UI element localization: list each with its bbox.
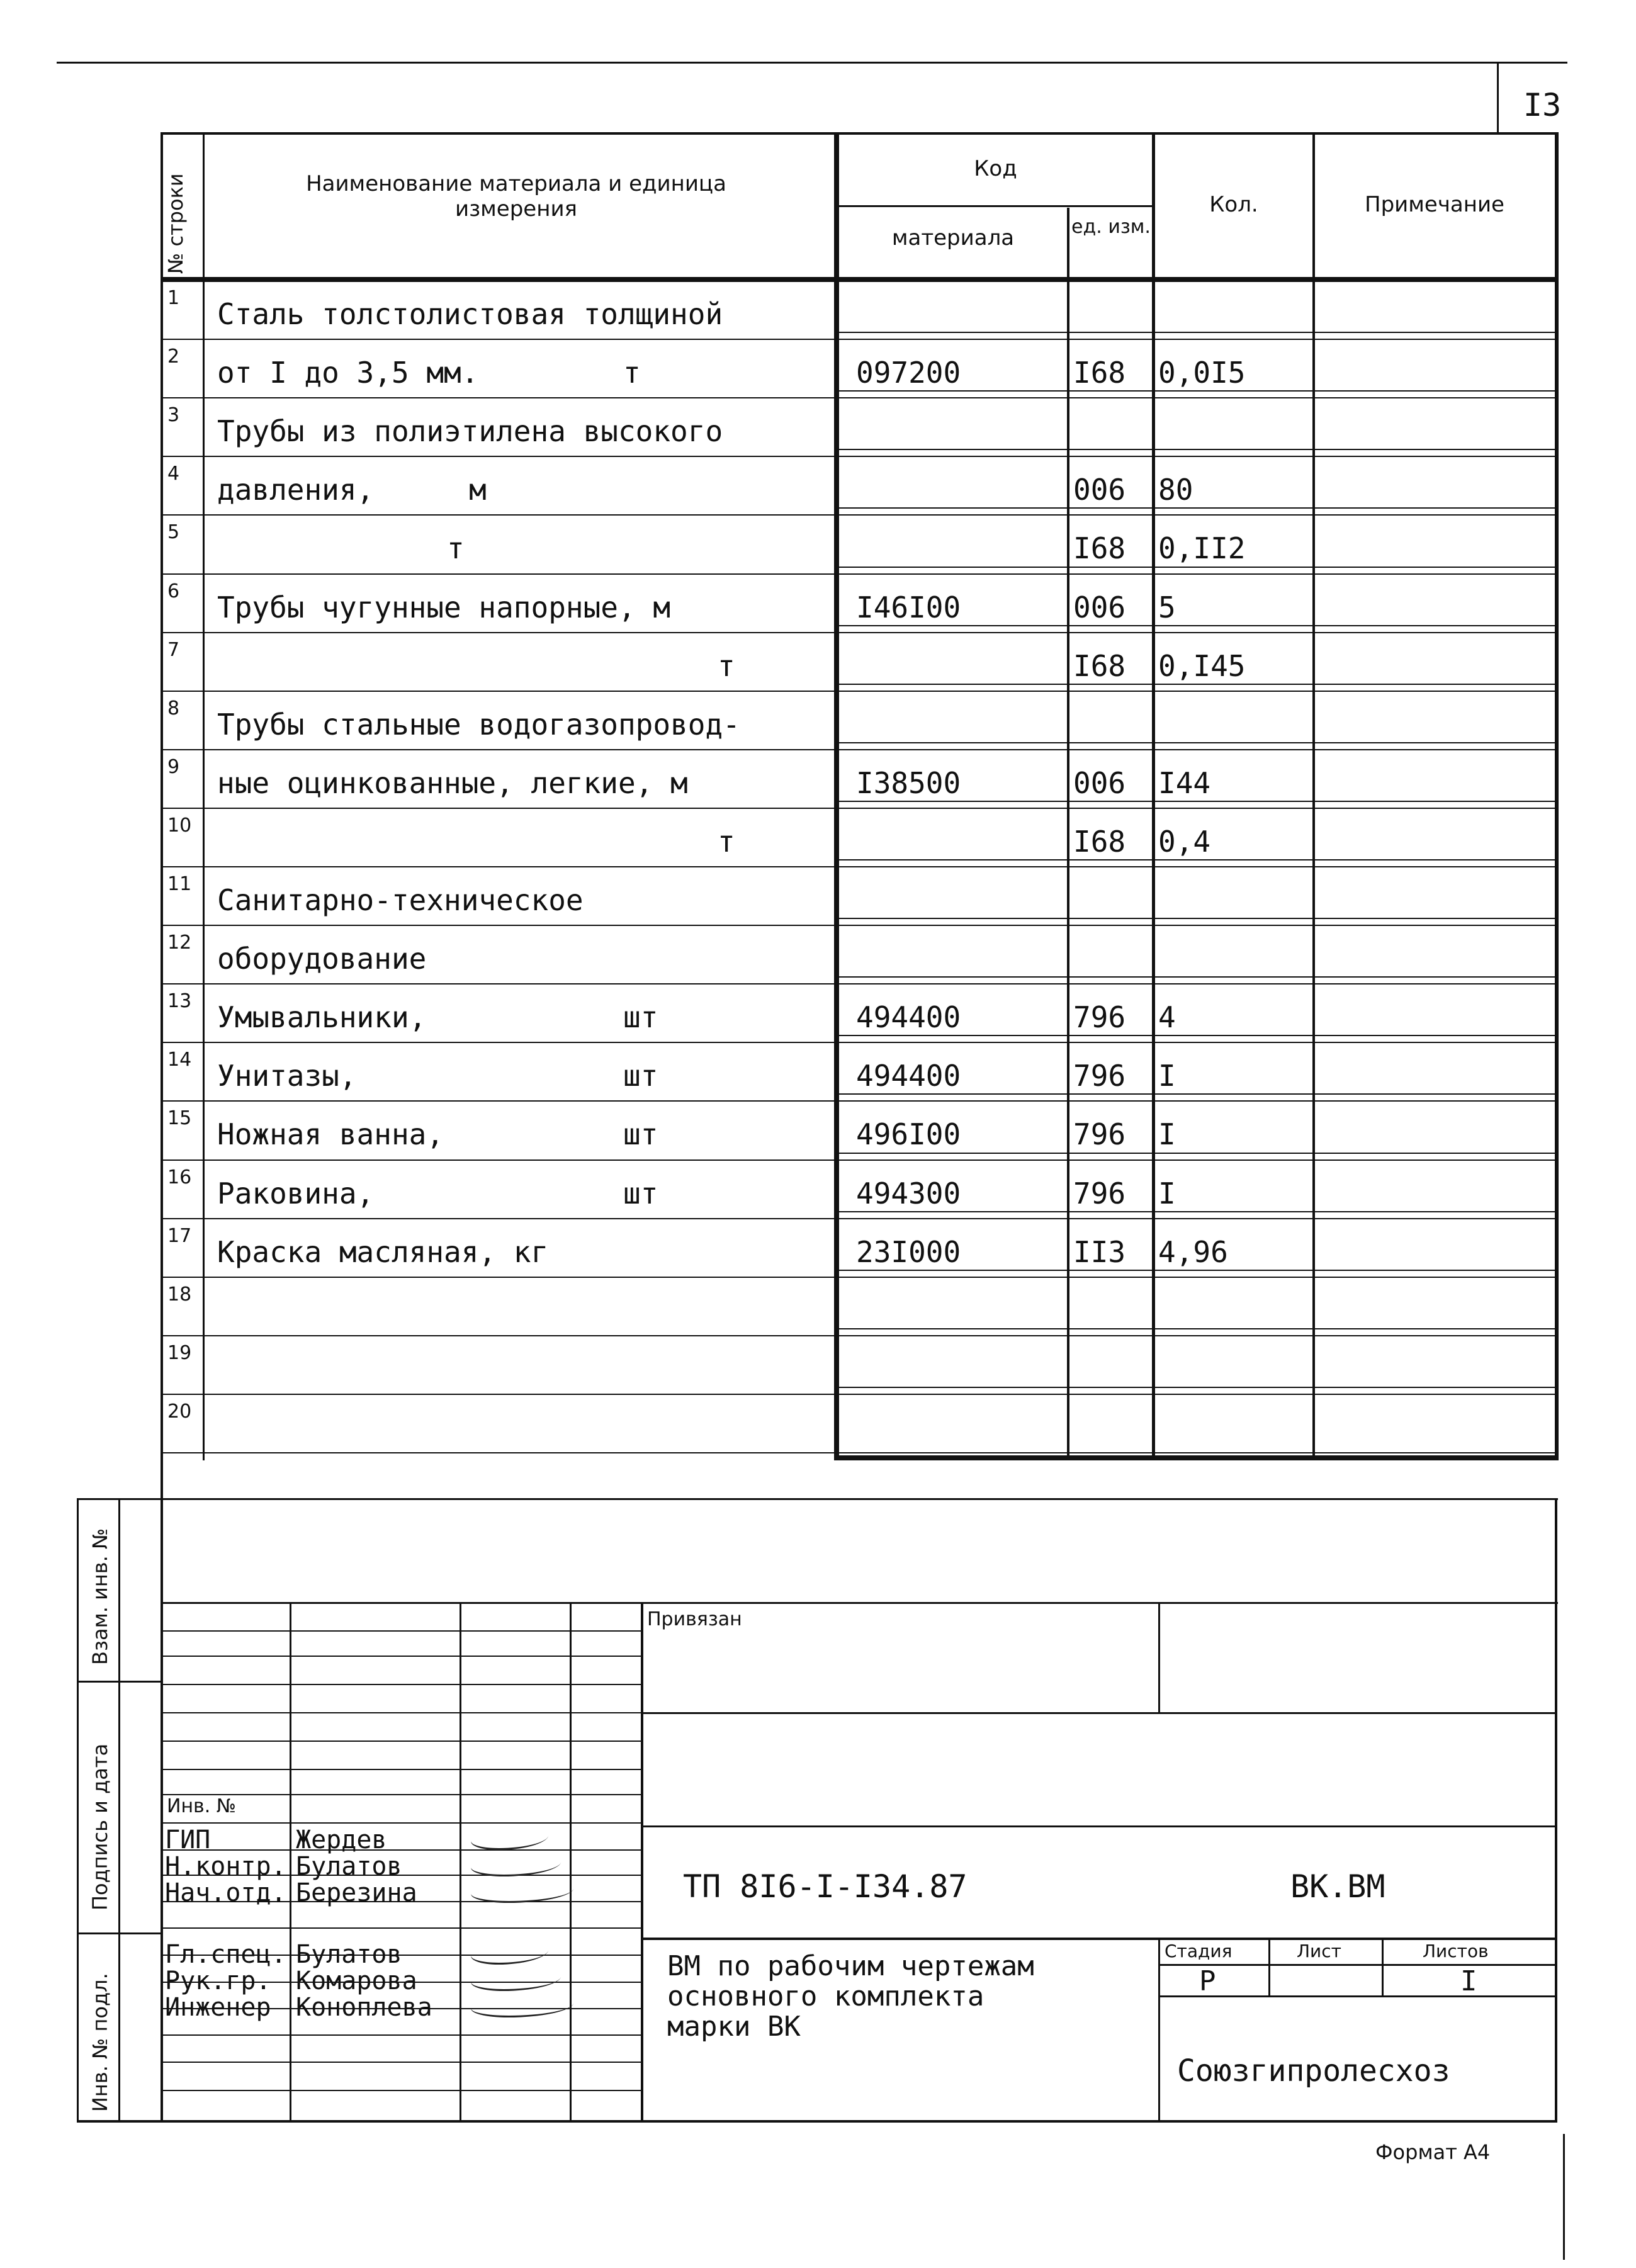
stamp-left-row-line — [161, 1740, 642, 1742]
stamp-col-4 — [641, 1602, 643, 2121]
signer-role: Нач.отд. — [165, 1878, 286, 1907]
stamp-left-row-line — [161, 1684, 642, 1685]
row-divider — [161, 925, 1558, 926]
row-unit: 796 — [1073, 1176, 1126, 1210]
row-divider-double — [834, 1093, 1558, 1095]
row-number: 20 — [167, 1400, 192, 1423]
stamp-stage-divider — [1158, 1939, 1160, 2121]
row-unit: 006 — [1073, 590, 1126, 624]
sheet-number-divider — [1497, 62, 1499, 132]
row-name: Умывальники, — [217, 1000, 427, 1035]
code-sub-divider — [834, 205, 1154, 207]
row-number: 8 — [167, 697, 180, 719]
side-inner-border — [118, 1498, 120, 2121]
stamp-row-code-bottom — [641, 1938, 1557, 1940]
signature-mark — [468, 1994, 577, 2017]
row-number: 18 — [167, 1283, 192, 1306]
row-code: 494400 — [856, 1000, 961, 1035]
row-divider — [161, 1042, 1558, 1043]
row-number: 17 — [167, 1224, 192, 1247]
row-divider-double — [834, 1387, 1558, 1388]
row-number: 9 — [167, 755, 180, 778]
row-qty: 80 — [1158, 473, 1193, 507]
stamp-stage-label-line — [1158, 1964, 1557, 1966]
row-divider-double — [834, 625, 1558, 626]
stamp-stage-value-line — [1158, 1995, 1557, 1997]
row-divider-double — [834, 684, 1558, 685]
row-qty: 0,4 — [1158, 824, 1211, 859]
signer-name: Комарова — [296, 1966, 417, 1995]
signer-role: ГИП — [165, 1825, 211, 1854]
row-divider-double — [834, 976, 1558, 978]
stamp-left-row-line — [161, 1822, 642, 1824]
stamp-bottom-border — [77, 2120, 1557, 2123]
format-label: Формат А4 — [1375, 2140, 1491, 2164]
row-unit: I68 — [1073, 824, 1126, 859]
signature-mark — [468, 1880, 577, 1903]
row-qty: 0,II2 — [1158, 531, 1246, 566]
doc-mark: ВК.ВМ — [1290, 1868, 1385, 1905]
table-left-border — [161, 132, 163, 1498]
row-divider-double — [834, 859, 1558, 860]
header-row-no: № строки — [164, 173, 188, 274]
row-divider — [161, 456, 1558, 457]
row-number: 11 — [167, 873, 192, 895]
row-divider-double — [834, 332, 1558, 333]
rownum-divider — [203, 132, 205, 1460]
doc-title — [667, 1951, 1034, 2042]
stamp-left-row-line — [161, 1769, 642, 1770]
row-name: давления, — [217, 473, 375, 507]
signer-role: Инженер — [165, 1993, 271, 2022]
row-code: I38500 — [856, 765, 961, 800]
sheets-label: Листов — [1423, 1941, 1489, 1961]
sheet-label: Лист — [1297, 1941, 1341, 1961]
stamp-left-row-line — [161, 1630, 642, 1632]
doc-title-line-3: марки ВК — [667, 2011, 801, 2043]
side-label-inv: Инв. № подл. — [88, 1973, 112, 2112]
header-code-unit: ед. изм. — [1071, 216, 1151, 238]
side-label-vzam: Взам. инв. № — [88, 1528, 112, 1665]
row-divider — [161, 691, 1558, 692]
stamp-col-2 — [460, 1602, 461, 2121]
row-qty: 4,96 — [1158, 1234, 1228, 1269]
row-unit: 796 — [1073, 1117, 1126, 1152]
row-number: 14 — [167, 1049, 192, 1071]
row-divider — [161, 1335, 1558, 1336]
row-unit-word: т — [447, 531, 465, 566]
doc-title-line-1: ВМ по рабочим чертежам — [667, 1950, 1034, 1982]
row-unit-word: шт — [623, 1117, 658, 1152]
row-unit: 006 — [1073, 473, 1126, 507]
row-number: 3 — [167, 404, 180, 427]
row-divider-double — [834, 1211, 1558, 1212]
privyazan-label: Привязан — [647, 1608, 742, 1630]
header-name: Наименование материала и единица измерения — [306, 171, 726, 222]
header-qty: Кол. — [1209, 192, 1258, 217]
stamp-left-row-line — [161, 2062, 642, 2063]
side-divider-1 — [77, 1681, 162, 1683]
row-divider — [161, 1277, 1558, 1278]
row-divider — [161, 1100, 1558, 1102]
row-code: 494400 — [856, 1059, 961, 1093]
row-unit: I68 — [1073, 648, 1126, 683]
signer-role: Гл.спец. — [165, 1940, 286, 1969]
header-code-material: материала — [891, 225, 1015, 251]
row-divider-double — [834, 742, 1558, 743]
row-divider — [161, 1394, 1558, 1395]
row-name: Раковина, — [217, 1176, 375, 1210]
signature-mark — [468, 1968, 564, 1991]
row-divider — [161, 514, 1558, 516]
stamp-right-border — [1555, 1498, 1557, 2121]
row-code: 097200 — [856, 356, 961, 390]
table-top-border — [161, 132, 1558, 135]
row-divider — [161, 749, 1558, 750]
row-code: 494300 — [856, 1176, 961, 1210]
row-divider — [161, 1452, 1558, 1453]
row-divider — [161, 632, 1558, 633]
row-qty: 0,I45 — [1158, 648, 1246, 683]
row-qty: 4 — [1158, 1000, 1176, 1035]
header-note: Примечание — [1365, 192, 1504, 217]
signer-name: Булатов — [296, 1852, 402, 1881]
stamp-left-row-line — [161, 1849, 642, 1851]
row-qty: 0,0I5 — [1158, 356, 1246, 390]
row-unit-word: шт — [623, 1176, 658, 1210]
row-code: I46I00 — [856, 590, 961, 624]
signer-name: Коноплева — [296, 1993, 432, 2022]
row-divider — [161, 866, 1558, 867]
stamp-stage-col-1 — [1268, 1939, 1270, 1995]
row-number: 12 — [167, 932, 192, 954]
stage-value: Р — [1199, 1965, 1216, 1997]
signer-name: Жердев — [296, 1825, 387, 1854]
row-unit: I68 — [1073, 531, 1126, 566]
stamp-left-row-line — [161, 2090, 642, 2091]
row-divider-double — [834, 801, 1558, 802]
row-name: Санитарно-техническое — [217, 883, 584, 917]
row-number: 10 — [167, 814, 192, 837]
row-unit-word: т — [623, 356, 641, 390]
stamp-col-1 — [290, 1602, 291, 2121]
row-unit-word: т — [718, 648, 735, 683]
header-bottom-border — [161, 277, 1558, 282]
row-divider — [161, 1218, 1558, 1219]
row-number: 7 — [167, 638, 180, 661]
row-number: 2 — [167, 346, 180, 368]
stamp-left-row-line — [161, 1656, 642, 1657]
stage-label: Стадия — [1165, 1941, 1233, 1961]
row-name: Ножная ванна, — [217, 1117, 444, 1152]
inv-no-label: Инв. № — [167, 1795, 237, 1817]
row-divider-double — [834, 1270, 1558, 1271]
row-divider — [161, 983, 1558, 984]
doc-code: ТП 8I6-I-I34.87 — [683, 1868, 967, 1905]
row-name: Краска масляная, кг — [217, 1234, 549, 1269]
row-divider — [161, 339, 1558, 340]
row-unit: 006 — [1073, 765, 1126, 800]
signer-role: Рук.гр. — [165, 1966, 271, 1995]
stamp-left-row-line — [161, 1927, 642, 1929]
row-unit-word: шт — [623, 1059, 658, 1093]
row-unit-word: шт — [623, 1000, 658, 1035]
row-name: от I до 3,5 мм. — [217, 356, 479, 390]
row-name: оборудование — [217, 942, 427, 976]
row-qty: I — [1158, 1117, 1176, 1152]
row-number: 5 — [167, 521, 180, 544]
signature-mark — [468, 1853, 564, 1876]
row-divider-double — [834, 449, 1558, 450]
row-divider-double — [834, 918, 1558, 919]
side-divider-2 — [77, 1932, 162, 1934]
row-divider-double — [834, 567, 1558, 568]
row-divider — [161, 397, 1558, 398]
row-qty: I — [1158, 1059, 1176, 1093]
signature-mark — [468, 1941, 551, 1965]
stamp-row-code-top — [641, 1825, 1557, 1827]
sheet-number: I3 — [1523, 87, 1562, 123]
row-divider — [161, 808, 1558, 809]
row-qty: I44 — [1158, 765, 1211, 800]
side-label-podpis: Подпись и дата — [88, 1743, 112, 1910]
stamp-privyazan-divider — [1158, 1602, 1160, 1712]
stamp-left-row-line — [161, 2034, 642, 2036]
row-code: 23I000 — [856, 1234, 961, 1269]
stamp-row-privyazan-bottom — [641, 1712, 1557, 1714]
stamp-row-top — [161, 1602, 1558, 1604]
code-mid-divider — [1067, 208, 1069, 1460]
row-number: 6 — [167, 580, 180, 602]
row-unit: I68 — [1073, 356, 1126, 390]
row-divider-double — [834, 1153, 1558, 1154]
row-unit: 796 — [1073, 1059, 1126, 1093]
row-number: 16 — [167, 1166, 192, 1188]
signature-mark — [468, 1827, 551, 1850]
row-number: 15 — [167, 1107, 192, 1130]
row-name: Сталь толстолистовая толщиной — [217, 297, 723, 331]
side-outer-border — [77, 1498, 79, 2121]
row-divider-double — [834, 390, 1558, 392]
row-divider-double — [834, 507, 1558, 509]
row-unit: 796 — [1073, 1000, 1126, 1035]
sheets-value: I — [1460, 1965, 1477, 1997]
row-name: Трубы из полиэтилена высокого — [217, 414, 723, 449]
row-name: Трубы стальные водогазопровод- — [217, 707, 740, 742]
row-number: 19 — [167, 1341, 192, 1364]
row-divider — [161, 573, 1558, 575]
stamp-left-border — [161, 1498, 163, 2121]
signer-name: Березина — [296, 1878, 417, 1907]
row-name: Унитазы, — [217, 1059, 357, 1093]
row-qty: 5 — [1158, 590, 1176, 624]
table-bottom-border — [834, 1455, 1558, 1460]
stamp-col-3 — [570, 1602, 572, 2121]
stamp-left-row-line — [161, 1712, 642, 1713]
row-name: Трубы чугунные напорные, м — [217, 590, 671, 624]
row-code: 496I00 — [856, 1117, 961, 1152]
stamp-stage-col-2 — [1382, 1939, 1384, 1995]
row-divider-double — [834, 1035, 1558, 1036]
row-unit-word: т — [718, 824, 735, 859]
header-code: Код — [974, 156, 1017, 181]
right-scan-edge — [1563, 2134, 1565, 2260]
row-name: ные оцинкованные, легкие, м — [217, 765, 688, 800]
row-number: 4 — [167, 463, 180, 485]
signer-name: Булатов — [296, 1940, 402, 1969]
top-border-line — [57, 62, 1567, 64]
doc-title-line-2: основного комплекта — [667, 1980, 984, 2012]
row-divider-double — [834, 1328, 1558, 1329]
organization-name: Союзгипролесхоз — [1177, 2053, 1450, 2089]
row-divider — [161, 1159, 1558, 1161]
row-qty: I — [1158, 1176, 1176, 1210]
lower-top-border — [161, 1498, 1558, 1500]
row-number: 13 — [167, 990, 192, 1013]
row-unit: II3 — [1073, 1234, 1126, 1269]
signer-role: Н.контр. — [165, 1852, 286, 1881]
row-number: 1 — [167, 287, 180, 309]
row-unit-word: м — [469, 473, 487, 507]
